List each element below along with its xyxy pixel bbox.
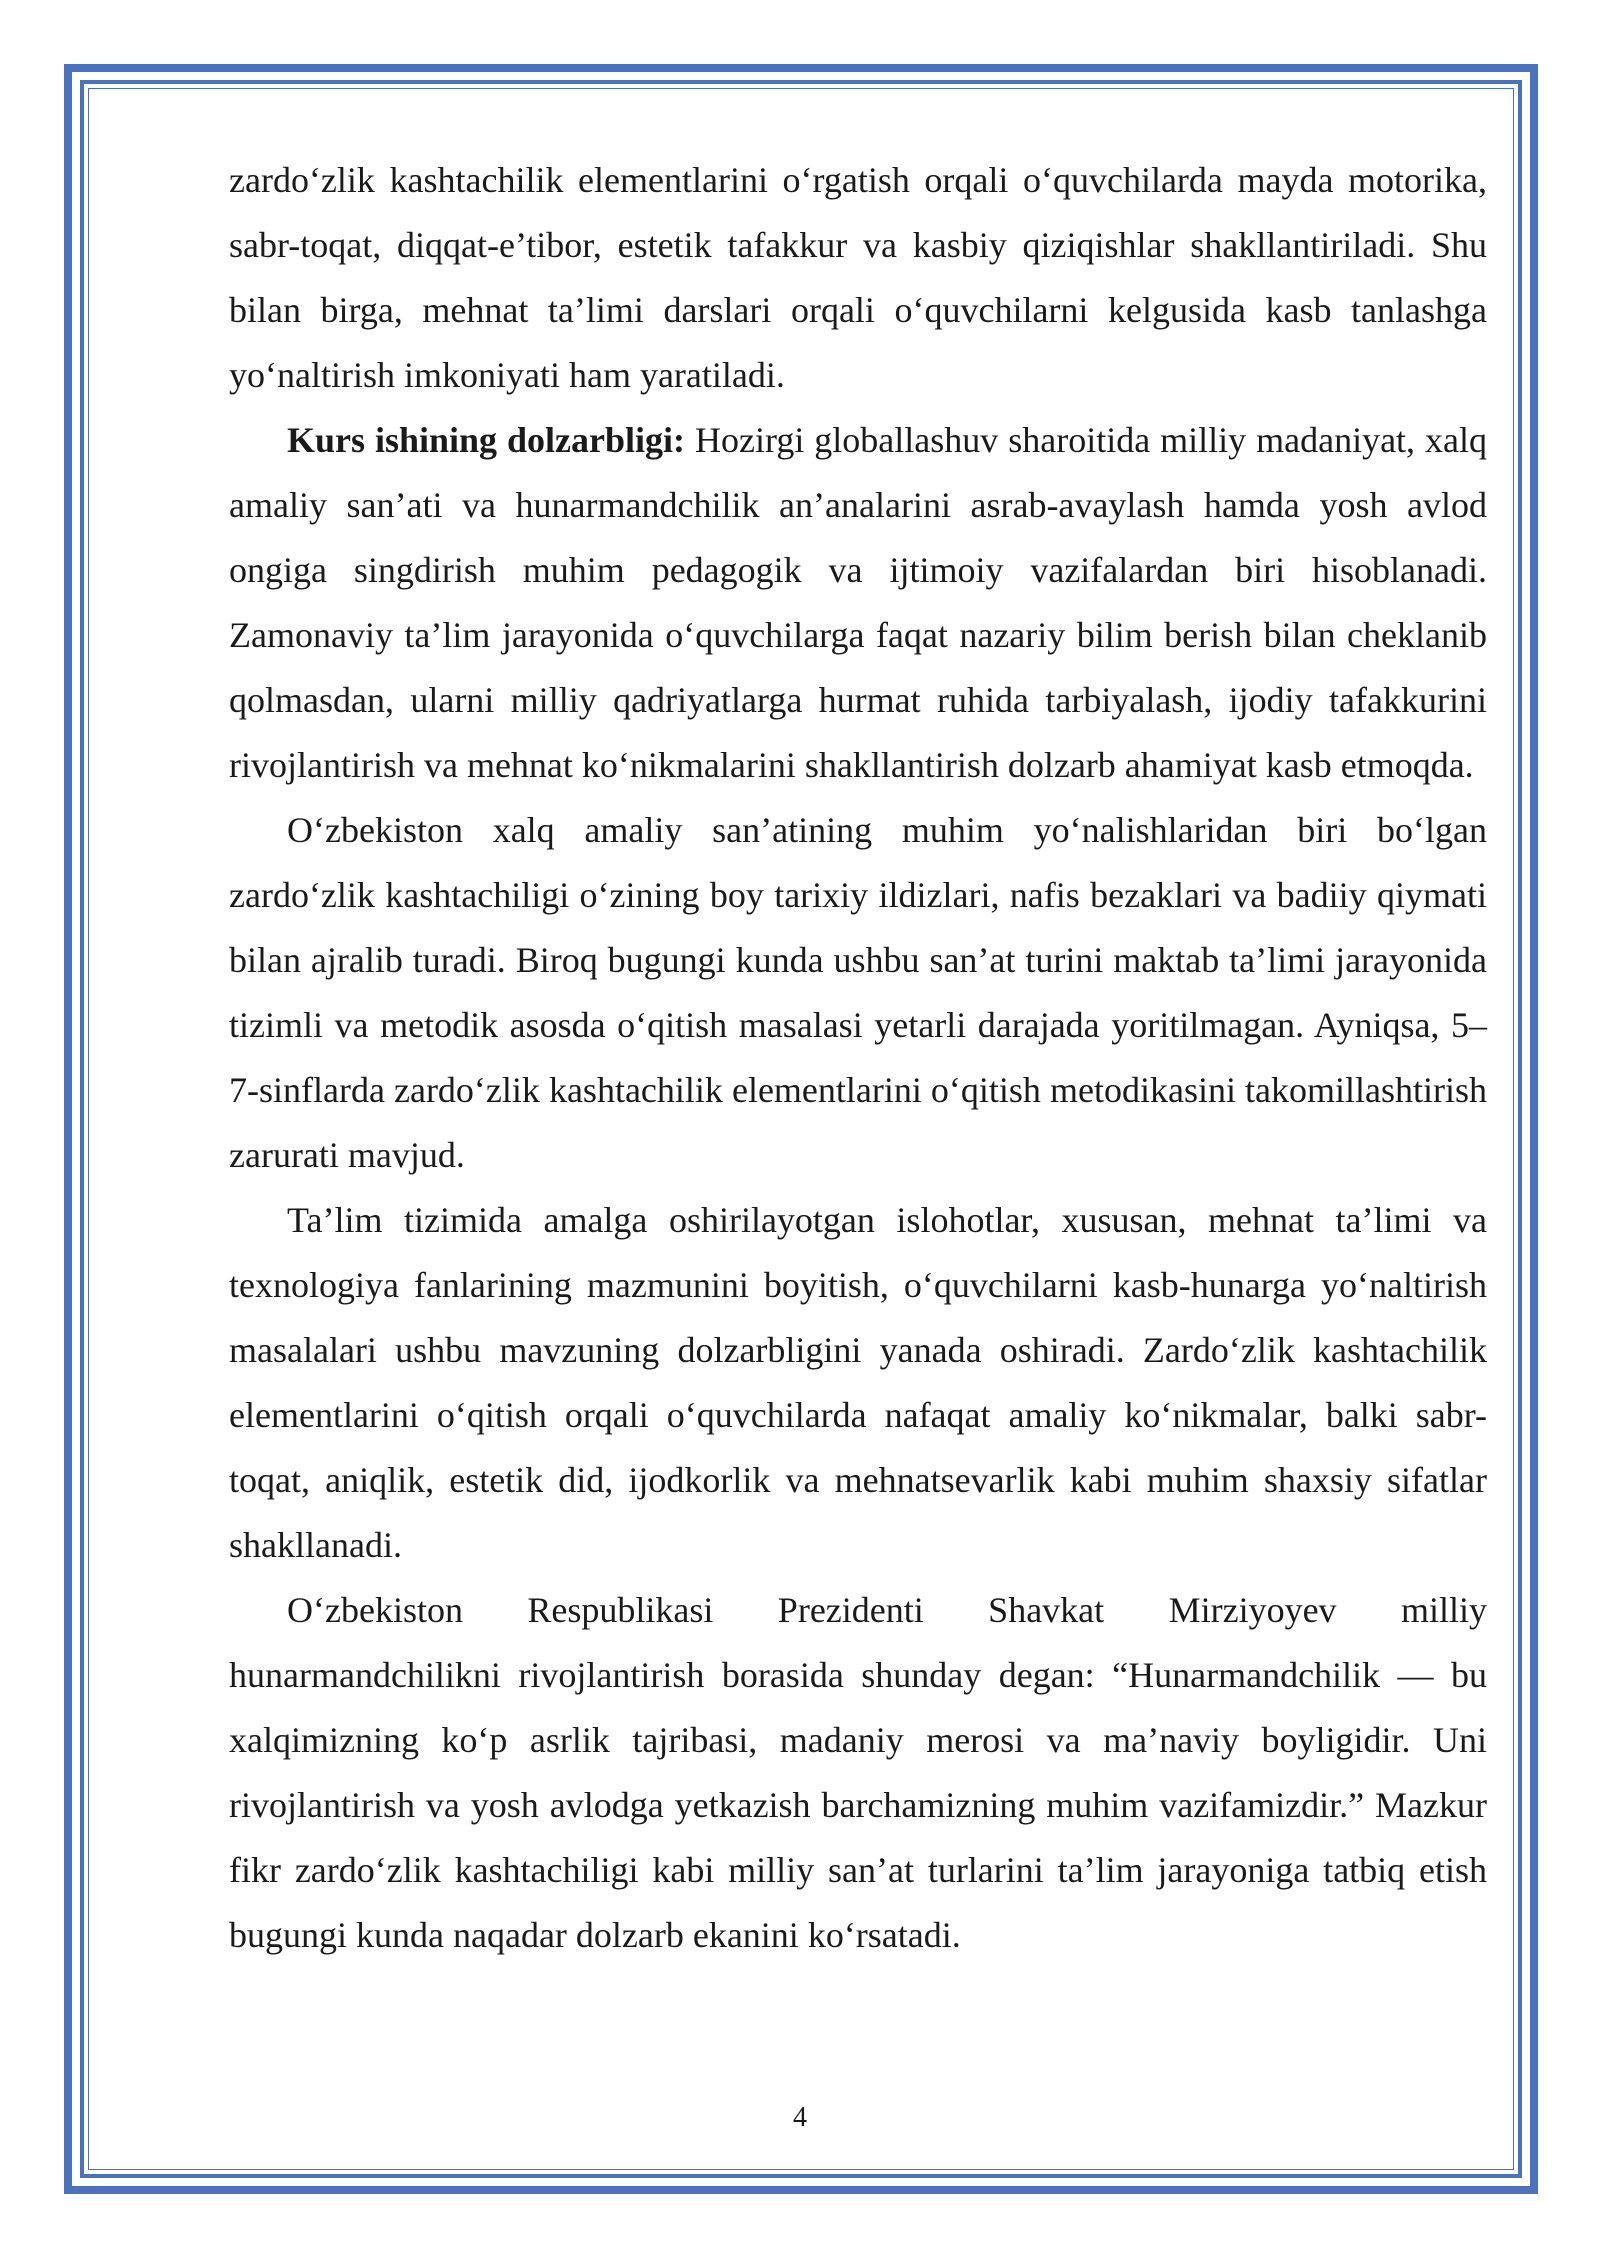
paragraph-relevance	[229, 408, 1487, 798]
paragraph-lead-heading: Kurs ishining dolzarbligi:	[287, 420, 686, 460]
paragraph-intro-continuation	[229, 148, 1487, 408]
paragraph-text: Ta’lim tizimida amalga oshirilayotgan islohotlar, xususan, mehnat ta’limi va texnologiya fanlarining mazmunini boyitish, o‘quvchilarni kasb-hunarga yo‘naltirish masalalari ushbu mavzuning dolzarbligini yanada oshiradi. Zardo‘zlik kashtachilik elementlarini o‘qitish orqali o‘quvchilarda nafaqat amaliy ko‘nikmalar, balki sabr-toqat, aniqlik, estetik did, ijodkorlik va mehnatsevarlik kabi muhim shaxsiy sifatlar shakllanadi.	[229, 1200, 1487, 1565]
paragraph-president-quote	[229, 1578, 1487, 1968]
page-number: 4	[793, 2102, 807, 2133]
paragraph-text: Hozirgi globallashuv sharoitida milliy madaniyat, xalq amaliy san’ati va hunarmandchilik an’analarini asrab-avaylash hamda yosh avlod ongiga singdirish muhim pedagogik va ijtimoiy vazifalardan biri hisoblanadi. Zamonaviy ta’lim jarayonida o‘quvchilarga faqat nazariy bilim berish bilan cheklanib qolmasdan, ularni milliy qadriyatlarga hurmat ruhida tarbiyalash, ijodiy tafakkurini rivojlantirish va mehnat ko‘nikmalarini shakllantirish dolzarb ahamiyat kasb etmoqda.	[229, 420, 1488, 785]
paragraph-text: O‘zbekiston xalq amaliy san’atining muhim yo‘nalishlaridan biri bo‘lgan zardo‘zlik kashtachiligi o‘zining boy tarixiy ildizlari, nafis bezaklari va badiiy qiymati bilan ajralib turadi. Biroq bugungi kunda ushbu san’at turini maktab ta’limi jarayonida tizimli va metodik asosda o‘qitish masalasi yetarli darajada yoritilmagan. Ayniqsa, 5–7-sinflarda zardo‘zlik kashtachilik elementlarini o‘qitish metodikasini takomillashtirish zarurati mavjud.	[229, 810, 1487, 1175]
paragraph-uzbek-art	[229, 798, 1487, 1188]
paragraph-text: O‘zbekiston Respublikasi Prezidenti Shavkat Mirziyoyev milliy hunarmandchilikni rivojlantirish borasida shunday degan: “Hunarmandchilik — bu xalqimizning ko‘p asrlik tajribasi, madaniy merosi va ma’naviy boyligidir. Uni rivojlantirish va yosh avlodga yetkazish barchamizning muhim vazifamizdir.” Mazkur fikr zardo‘zlik kashtachiligi kabi milliy san’at turlarini ta’lim jarayoniga tatbiq etish bugungi kunda naqadar dolzarb ekanini ko‘rsatadi.	[229, 1590, 1487, 1955]
document-body	[229, 148, 1487, 1968]
paragraph-reforms	[229, 1188, 1487, 1578]
paragraph-text: zardo‘zlik kashtachilik elementlarini o‘rgatish orqali o‘quvchilarda mayda motorika, sabr-toqat, diqqat-e’tibor, estetik tafakkur va kasbiy qiziqishlar shakllantiriladi. Shu bilan birga, mehnat ta’limi darslari orqali o‘quvchilarni kelgusida kasb tanlashga yo‘naltirish imkoniyati ham yaratiladi.	[229, 160, 1487, 395]
